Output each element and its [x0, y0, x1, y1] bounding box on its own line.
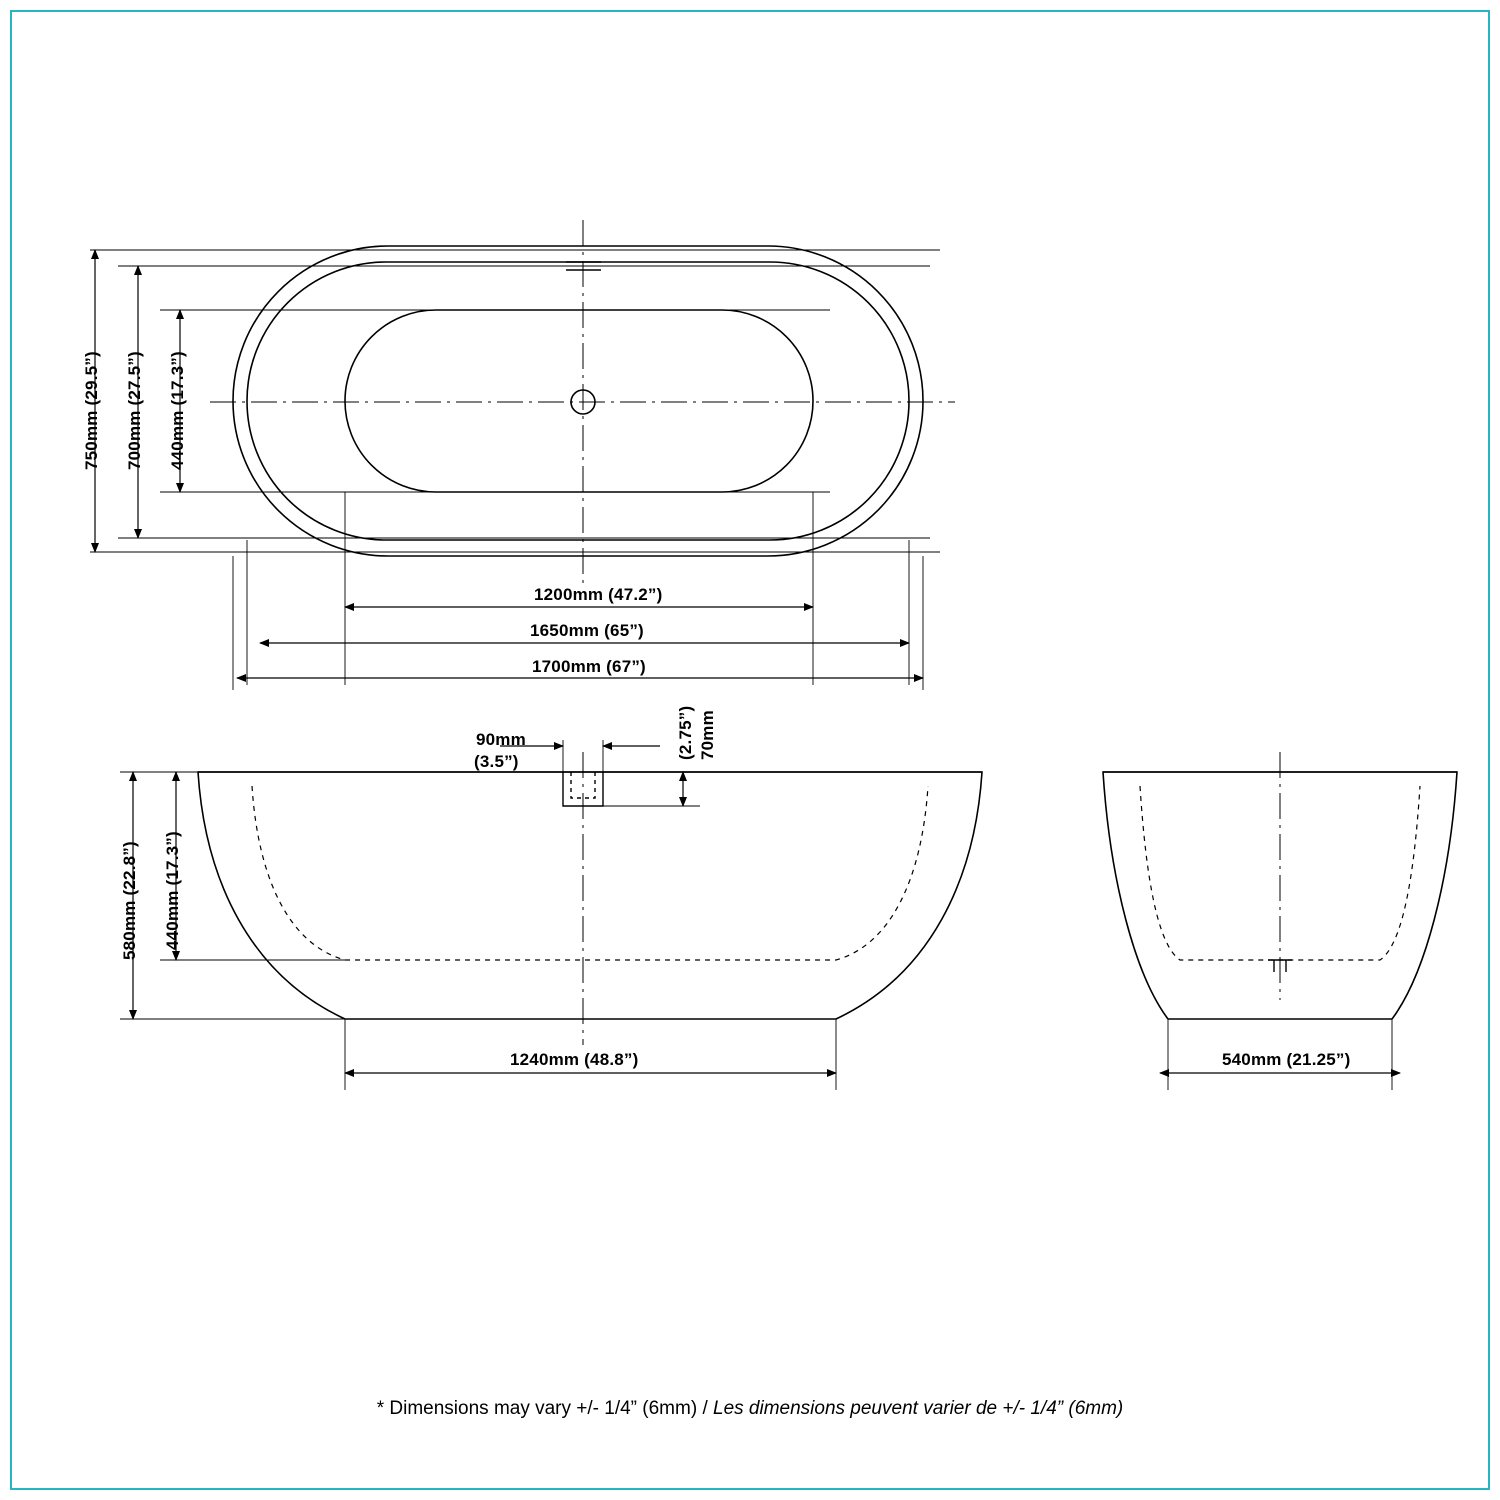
dim-label-90mm: 90mm — [476, 730, 526, 749]
front-view-hidden-lines — [252, 786, 928, 960]
dim-label-1200mm: 1200mm (47.2”) — [534, 585, 663, 604]
top-view-extension-lines — [90, 250, 940, 690]
front-view-extension-lines — [120, 740, 836, 1090]
top-view-centerlines — [210, 220, 955, 585]
top-view-outline — [233, 246, 923, 556]
dim-label-70mm: 70mm — [698, 710, 717, 760]
dim-label-440mm-top: 440mm (17.3”) — [168, 351, 187, 470]
footnote — [0, 1398, 1500, 1420]
front-view-outline — [198, 772, 982, 1019]
dim-label-90mm-inches: (3.5”) — [474, 752, 519, 771]
dim-label-750mm: 750mm (29.5”) — [82, 351, 101, 470]
dim-label-700mm: 700mm (27.5”) — [125, 351, 144, 470]
dim-label-440mm-front: 440mm (17.3”) — [163, 831, 182, 950]
dim-label-1650mm: 1650mm (65”) — [530, 621, 644, 640]
dim-label-540mm: 540mm (21.25”) — [1222, 1050, 1351, 1069]
footnote-french: Les dimensions peuvent varier de +/- 1/4” (6mm) — [713, 1398, 1124, 1419]
footnote-marker: * — [376, 1398, 390, 1419]
front-view-dims — [133, 746, 836, 1073]
dim-label-1700mm: 1700mm (67”) — [532, 657, 646, 676]
dim-label-70mm-inches: (2.75”) — [676, 705, 695, 760]
footnote-english: Dimensions may vary +/- 1/4” (6mm) / — [389, 1398, 713, 1419]
dim-label-580mm: 580mm (22.8”) — [120, 841, 139, 960]
dim-label-1240mm: 1240mm (48.8”) — [510, 1050, 639, 1069]
